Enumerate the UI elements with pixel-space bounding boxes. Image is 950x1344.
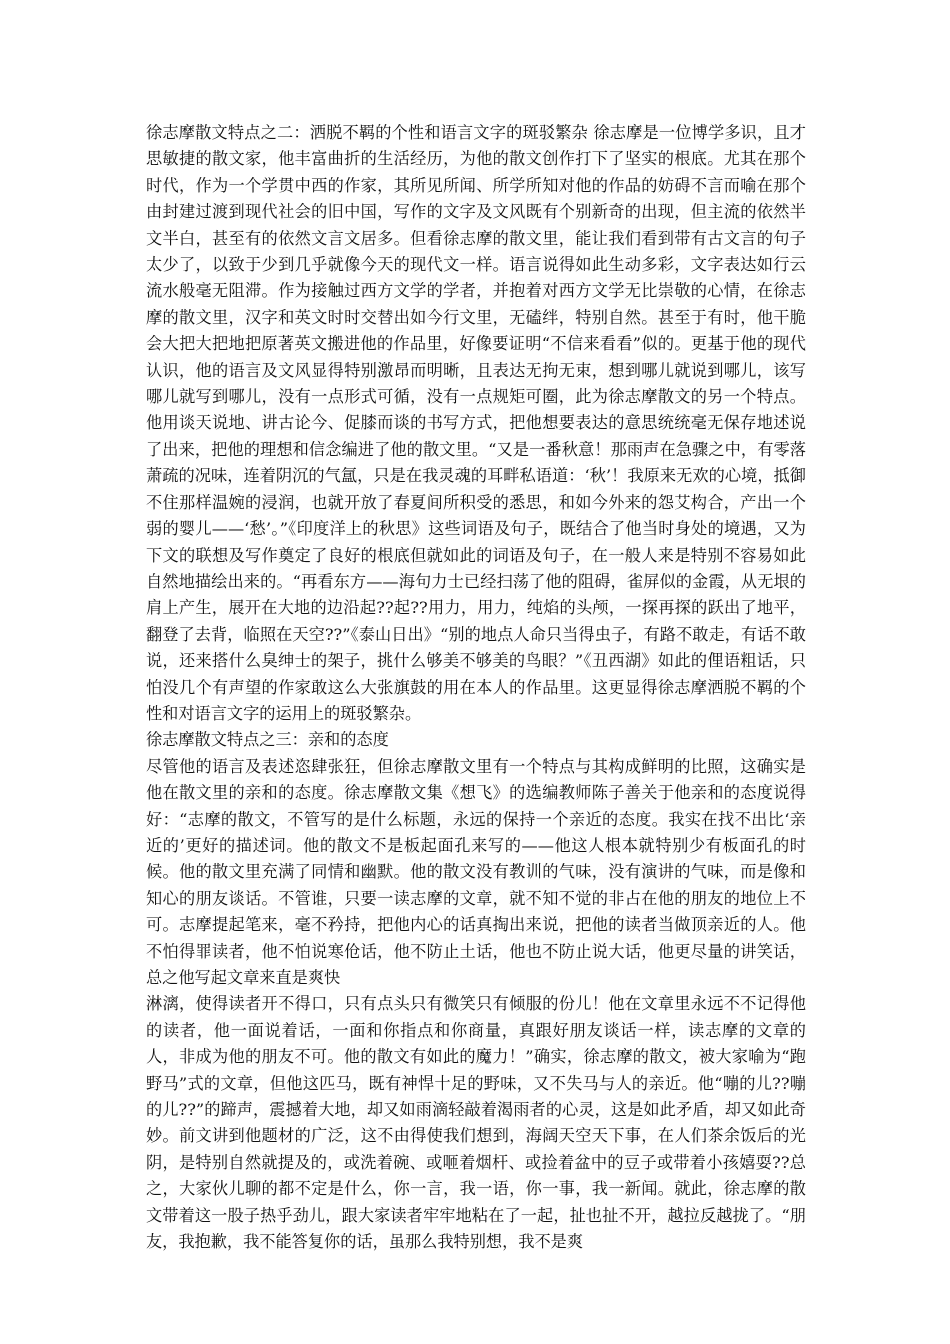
paragraph-continuation: 淋漓，使得读者开不得口，只有点头只有微笑只有倾服的份儿！他在文章里永远不不记得他的读者，他一面说着话，一面和你指点和你商量，真跟好朋友谈话一样，读志摩的文章的人，非成为他的朋友不可。他的散文有如此的魔力！”确实，徐志摩的散文，被大家喻为“跑野马”式的文章，但他这匹马，既有神悍十足的野味，又不失马与人的亲近。他“嘣的儿??嘣的儿??”的蹄声，震撼着大地，却又如雨滴轻敲着渴雨者的心灵，这是如此矛盾，却又如此奇妙。前文讲到他题材的广泛，这不由得使我们想到，海阔天空天下事，在人们茶余饭后的光阴，是特别自然就提及的，或洗着碗、或咂着烟杆、或捡着盆中的豆子或带着小孩嬉耍??总之，大家伙儿聊的都不定是什么，你一言，我一语，你一事，我一新闻。就此，徐志摩的散文带着这一股子热乎劲儿，跟大家读者牢牢地粘在了一起，扯也扯不开，越拉反越拢了。“朋友，我抱歉，我不能答复你的话，虽那么我特别想，我不是爽 (146, 994, 806, 1252)
heading-feature-three: 徐志摩散文特点之三：亲和的态度 (146, 730, 389, 750)
paragraph-feature-three: 尽管他的语言及表述恣肆张狂，但徐志摩散文里有一个特点与其构成鲜明的比照，这确实是他在散文里的亲和的态度。徐志摩散文集《想飞》的选编教师陈子善关于他亲和的态度说得好：“志摩的散文，不管写的是什么标题，永远的保持一个亲近的态度。我实在找不出比‘亲近的’更好的描述词。他的散文不是板起面孔来写的——他这人根本就特别少有板面孔的时候。他的散文里充满了同情和幽默。他的散文没有教训的气味，没有演讲的气味，而是像和知心的朋友谈话。不管谁，只要一读志摩的文章，就不知不觉的非占在他的朋友的地位上不可。志摩提起笔来，毫不矜持，把他内心的话真掏出来说，把他的读者当做顶亲近的人。他不怕得罪读者，他不怕说寒伧话，他不防止土话，他也不防止说大话，他更尽量的讲笑话，总之他写起文章来直是爽快 (146, 756, 806, 987)
paragraph-feature-two: 徐志摩散文特点之二：洒脱不羁的个性和语言文字的斑驳繁杂 徐志摩是一位博学多识，且才思敏捷的散文家，他丰富曲折的生活经历，为他的散文创作打下了坚实的根底。尤其在那个时代，作为一个学贯中西的作家，其所见所闻、所学所知对他的作品的妨碍不言而喻在那个由封建过渡到现代社会的旧中国，写作的文字及文风既有个别新奇的出现，但主流的依然半文半白，甚至有的依然文言文居多。但看徐志摩的散文里，能让我们看到带有古文言的句子太少了，以致于少到几乎就像今天的现代文一样。语言说得如此生动多彩，文字表达如行云流水般毫无阻滞。作为接触过西方文学的学者，并抱着对西方文学无比崇敬的心情，在徐志摩的散文里，汉字和英文时时交替出如今行文里，无磕绊，特别自然。甚至于有时，他干脆会大把大把地把原著英文搬进他的作品里，好像要证明“不信来看看”似的。更基于他的现代认识，他的语言及文风显得特别激昂而明晰，且表达无拘无束，想到哪儿就说到哪儿，该写哪儿就写到哪儿，没有一点形式可循，没有一点规矩可圈，此为徐志摩散文的另一个特点。他用谈天说地、讲古论今、促膝而谈的书写方式，把他想要表达的意思统统毫无保存地述说了出来，把他的理想和信念编进了他的散文里。“又是一番秋意！那雨声在急骤之中，有零落萧疏的况味，连着阴沉的气氲，只是在我灵魂的耳畔私语道：‘秋’！我原来无欢的心境，抵御不住那样温婉的浸润，也就开放了春夏间所积受的悉思，和如今外来的怨艾构合，产出一个弱的婴儿——‘愁’。”《印度洋上的秋思》这些词语及句子，既结合了他当时身处的境遇，又为下文的联想及写作奠定了良好的根底但就如此的词语及句子，在一般人来是特别不容易如此自然地描绘出来的。“再看东方——海句力士已经扫荡了他的阻碍，雀屏似的金霞，从无垠的肩上产生，展开在大地的边沿起??起??用力，用力，纯焰的头颅，一探再探的跃出了地平，翻登了去背，临照在天空??”《泰山日出》“别的地点人命只当得虫子，有路不敢走，有话不敢说，还来搭什么臭绅士的架子，挑什么够美不够美的鸟眼？”《丑西湖》如此的俚语粗话，只怕没几个有声望的作家敢这么大张旗鼓的用在本人的作品里。这更显得徐志摩洒脱不羁的个性和对语言文字的运用上的斑驳繁杂。 (146, 123, 806, 723)
document-body (146, 120, 806, 1255)
